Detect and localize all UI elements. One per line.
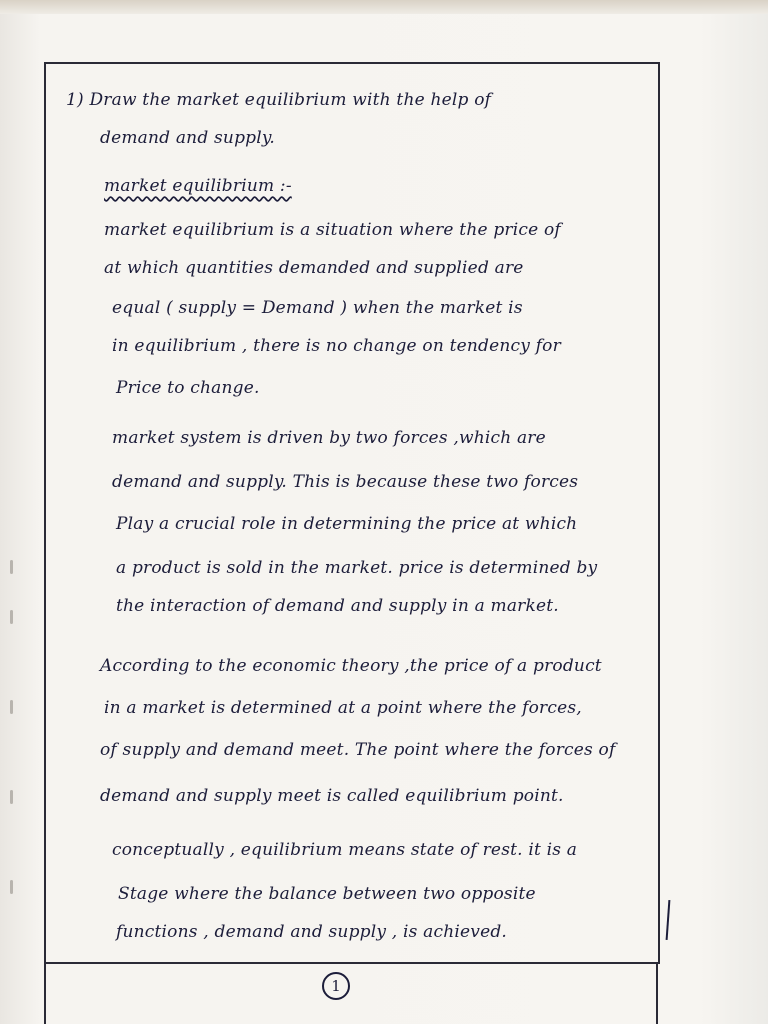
answer-line: demand and supply meet is called equilibrium point. [100,786,564,806]
answer-line: in equilibrium , there is no change on tendency for [112,336,561,356]
answer-line: market system is driven by two forces ,which are [112,428,546,448]
page-top-edge [0,0,768,14]
margin-mark [10,790,13,804]
answer-line: demand and supply. This is because these two forces [112,472,579,492]
margin-mark [10,560,13,574]
answer-line: functions , demand and supply , is achieved. [116,922,508,942]
margin-mark [10,610,13,624]
page-border-left-extension [44,962,46,1024]
margin-mark [10,700,13,714]
page-border-right-extension [656,962,658,1024]
answer-line: in a market is determined at a point where the forces, [104,698,582,718]
answer-line: Price to change. [116,378,260,398]
answer-line: at which quantities demanded and supplied are [104,258,524,278]
section-heading: market equilibrium :- [104,176,292,196]
answer-line: Stage where the balance between two opposite [118,884,536,904]
answer-line: of supply and demand meet. The point where the forces of [100,740,616,760]
margin-mark [10,880,13,894]
answer-line: According to the economic theory ,the price of a product [100,656,602,676]
page-number: 1 [322,972,350,1000]
answer-line: a product is sold in the market. price is determined by [116,558,598,578]
question-line: 1) Draw the market equilibrium with the help of [66,90,492,110]
answer-line: Play a crucial role in determining the price at which [116,514,578,534]
question-line: demand and supply. [100,128,276,148]
page-border [44,62,660,964]
answer-line: conceptually , equilibrium means state of rest. it is a [112,840,578,860]
answer-line: market equilibrium is a situation where the price of [104,220,561,240]
answer-line: equal ( supply = Demand ) when the market is [112,298,523,318]
answer-line: the interaction of demand and supply in a market. [116,596,559,616]
